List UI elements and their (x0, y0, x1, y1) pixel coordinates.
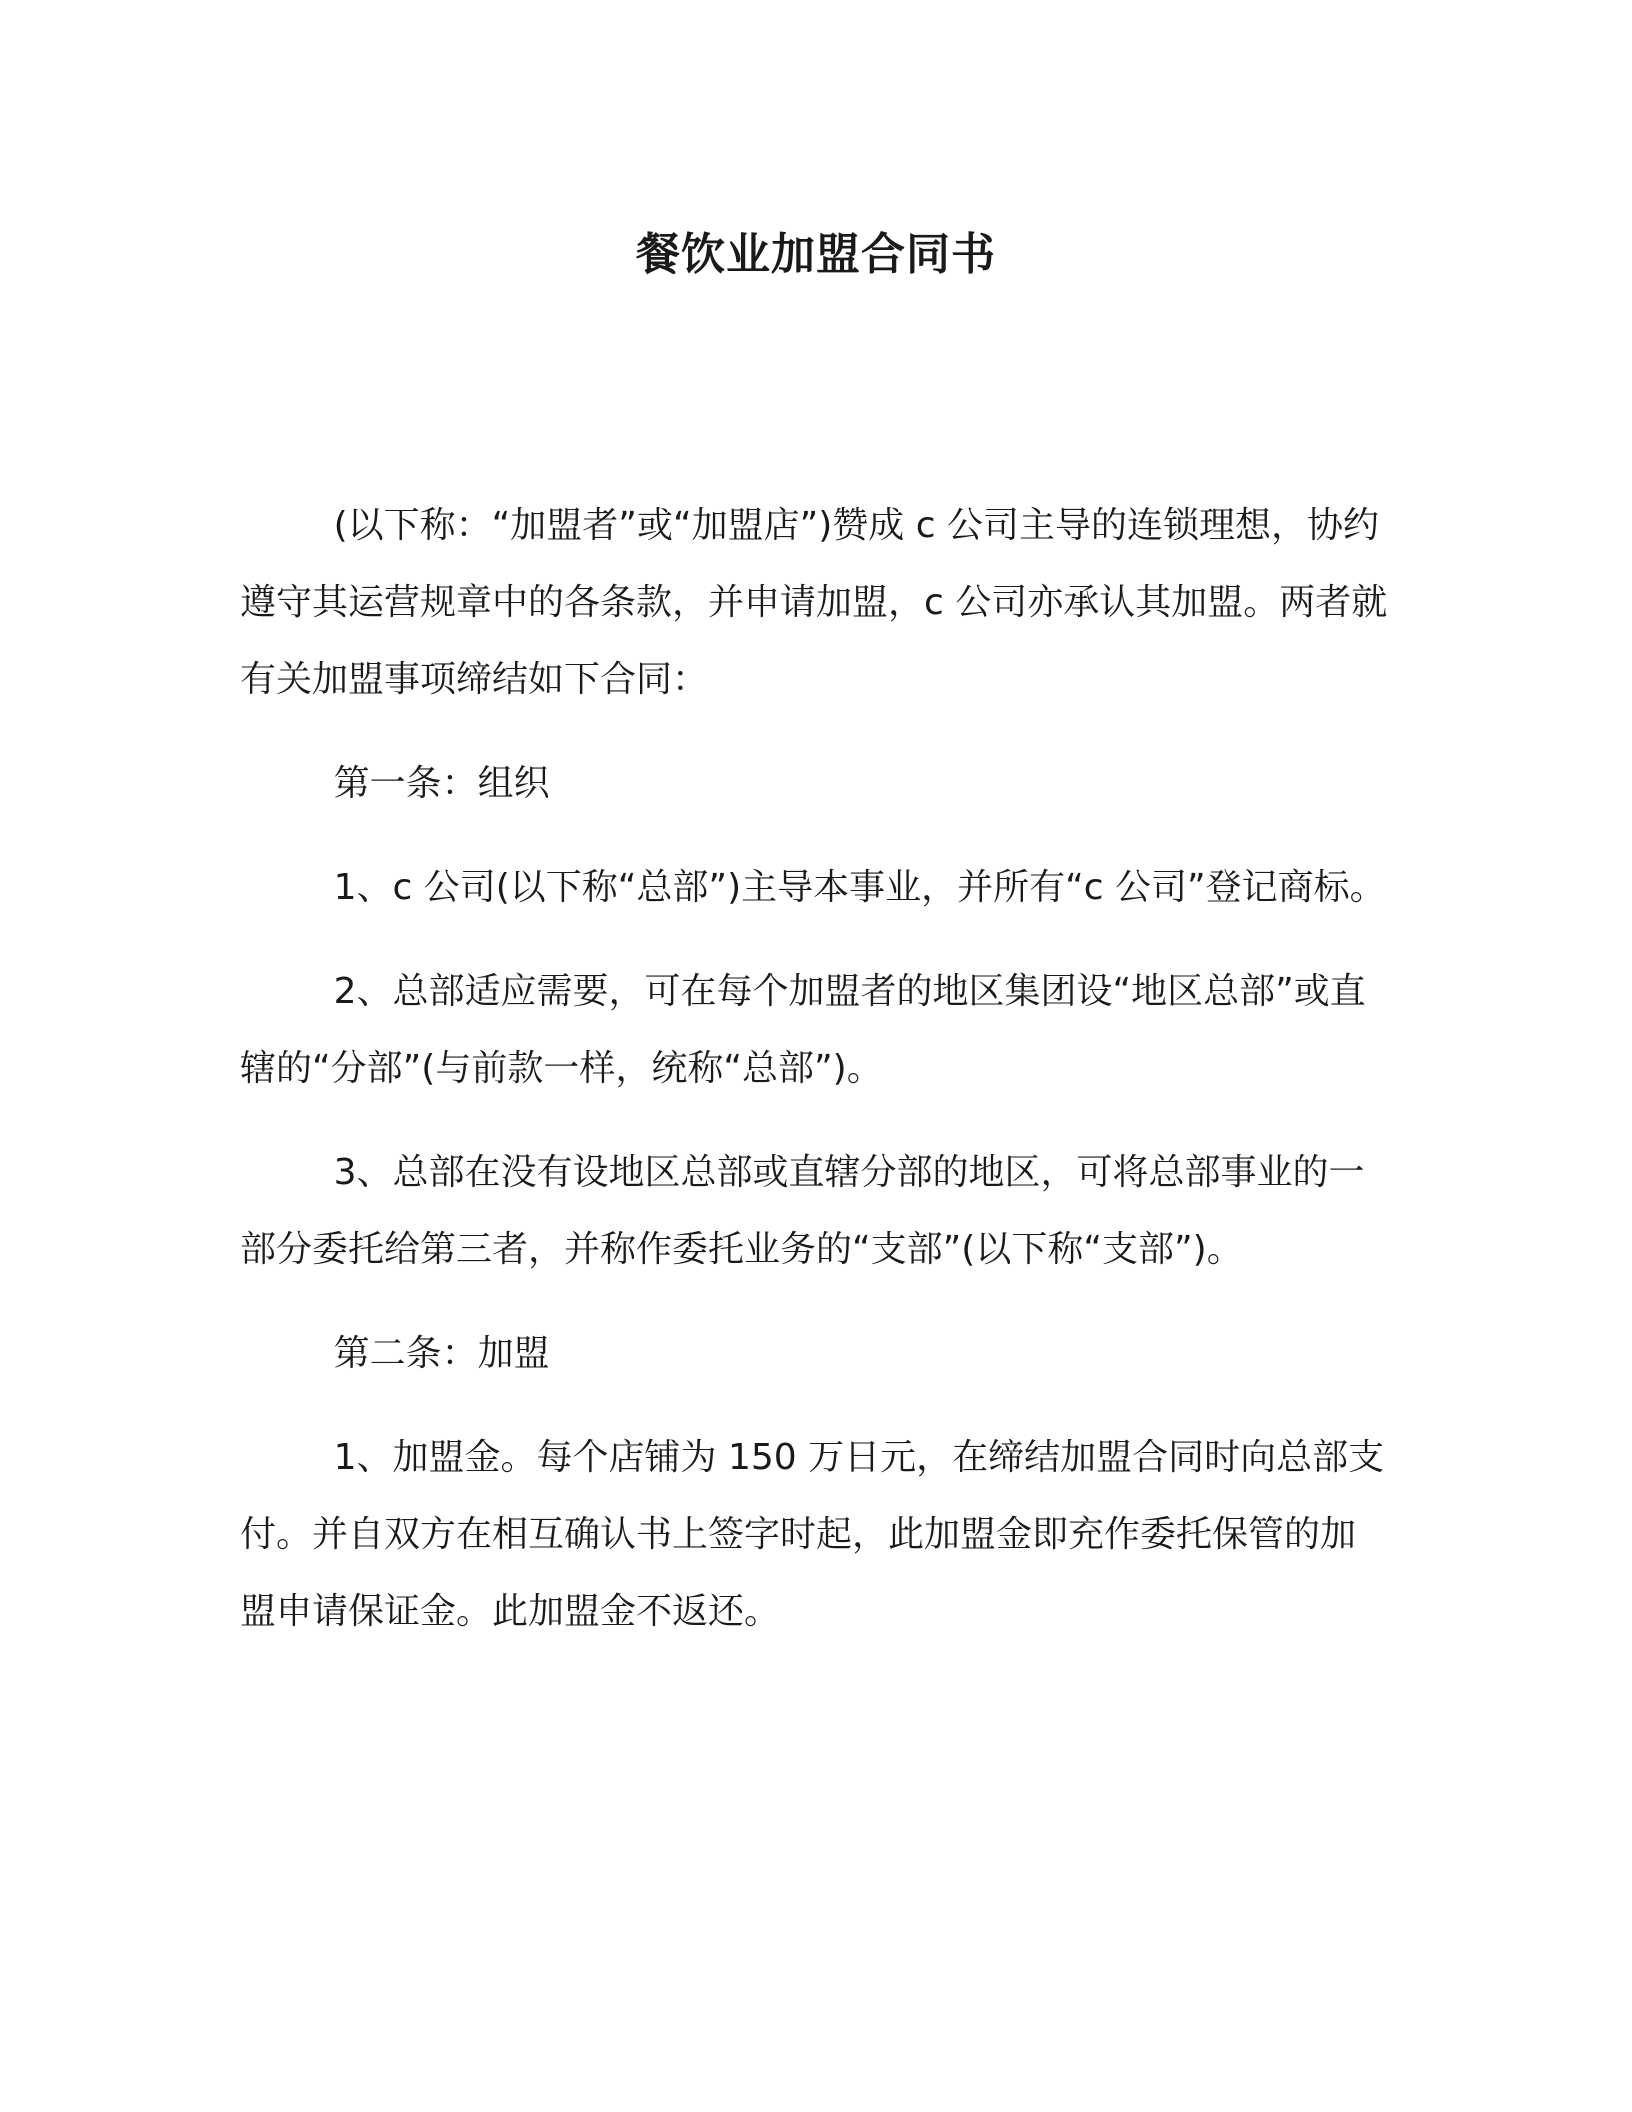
document-body (240, 487, 1390, 1677)
intro-paragraph: (以下称：“加盟者”或“加盟店”)赞成 c 公司主导的连锁理想，协约遵守其运营规章中的各条款，并申请加盟，c 公司亦承认其加盟。两者就有关加盟事项缔结如下合同： (240, 505, 1388, 700)
article-2-heading: 第二条：加盟 (333, 1333, 550, 1374)
document-title: 餐饮业加盟合同书 (636, 229, 996, 280)
article-2-item-1: 1、加盟金。每个店铺为 150 万日元，在缔结加盟合同时向总部支付。并自双方在相互确认书上签字时起，此加盟金即充作委托保管的加盟申请保证金。此加盟金不返还。 (240, 1437, 1385, 1632)
article-1-item-3: 3、总部在没有设地区总部或直辖分部的地区，可将总部事业的一部分委托给第三者，并称作委托业务的“支部”(以下称“支部”)。 (240, 1152, 1365, 1270)
article-1-item-2: 2、总部适应需要，可在每个加盟者的地区集团设“地区总部”或直辖的“分部”(与前款一样，统称“总部”)。 (240, 971, 1366, 1089)
article-1-item-1: 1、c 公司(以下称“总部”)主导本事业，并所有“c 公司”登记商标。 (333, 867, 1386, 908)
article-1-heading: 第一条：组织 (333, 763, 550, 804)
